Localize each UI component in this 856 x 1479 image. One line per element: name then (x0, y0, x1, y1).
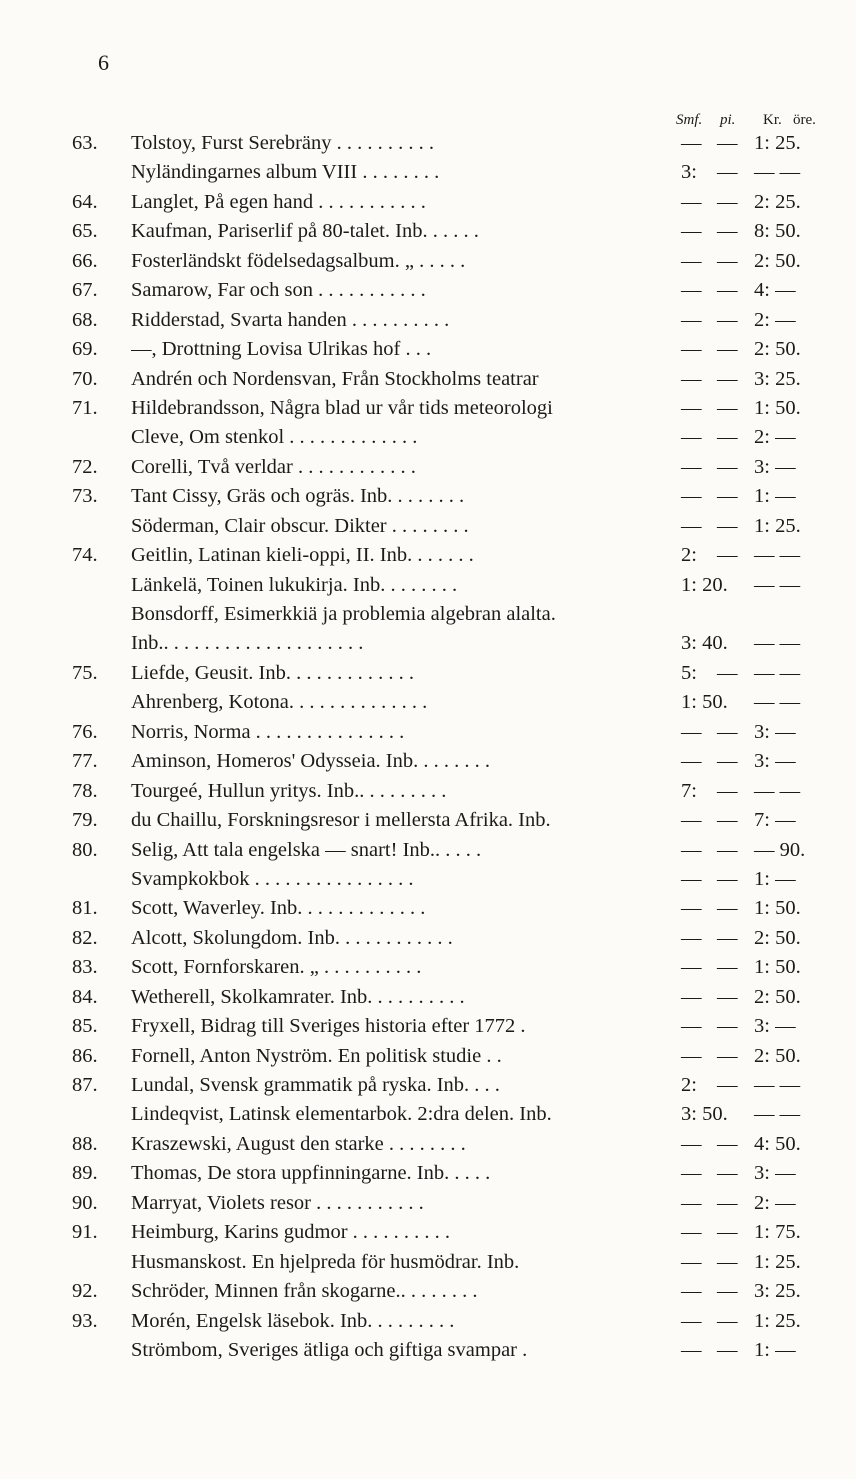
column-header-ore: öre. (793, 112, 816, 128)
price-column-3: 2: — (754, 308, 796, 331)
price-column-3: 1: 50. (754, 956, 801, 979)
price-column-3: 4: — (754, 279, 796, 302)
price-column-1: — (681, 455, 702, 478)
price-column-2: — (717, 338, 738, 361)
list-item (0, 1277, 856, 1306)
price-column-1: — (681, 897, 702, 920)
price-column-1: 5: (681, 661, 697, 684)
price-column-1: — (681, 1309, 702, 1332)
price-column-3: 1: — (754, 867, 796, 890)
entry-title: Fornell, Anton Nyström. En politisk studie . . (131, 1044, 502, 1067)
price-column-1: — (681, 1044, 702, 1067)
entry-number: 83. (72, 956, 98, 979)
list-item (0, 747, 856, 776)
price-column-3: — — (754, 691, 801, 714)
entry-title: Tourgeé, Hullun yritys. Inb.. . . . . . . . . (131, 779, 447, 802)
entry-title: Scott, Waverley. Inb. . . . . . . . . . . . . (131, 897, 426, 920)
entry-title: Morén, Engelsk läsebok. Inb. . . . . . . . . (131, 1309, 455, 1332)
entry-list (0, 129, 856, 1365)
list-item (0, 335, 856, 364)
price-column-3: 3: — (754, 455, 796, 478)
price-column-1: — (681, 720, 702, 743)
entry-title: Länkelä, Toinen lukukirja. Inb. . . . . . . . (131, 573, 458, 596)
entry-title: Marryat, Violets resor . . . . . . . . . . . (131, 1191, 424, 1214)
entry-title: Thomas, De stora uppfinningarne. Inb. . . . . (131, 1162, 491, 1185)
price-column-3: 3: — (754, 1015, 796, 1038)
list-item (0, 865, 856, 894)
price-column-3: 2: 50. (754, 926, 801, 949)
entry-number: 88. (72, 1132, 98, 1155)
list-item (0, 983, 856, 1012)
price-column-3: 2: 25. (754, 190, 801, 213)
list-item (0, 1248, 856, 1277)
price-column-2: — (717, 279, 738, 302)
price-column-2: — (717, 926, 738, 949)
price-column-3: — — (754, 779, 801, 802)
price-column-1: 7: (681, 779, 697, 802)
entry-title: Tolstoy, Furst Serebräny . . . . . . . . . . (131, 132, 435, 154)
price-column-1: — (681, 838, 702, 861)
price-column-1: — (681, 926, 702, 949)
price-column-3: 1: 25. (754, 132, 801, 154)
price-column-2: — (717, 190, 738, 213)
price-column-3: 2: — (754, 426, 796, 449)
price-column-1: 3: (681, 161, 697, 184)
list-item (0, 276, 856, 305)
entry-number: 65. (72, 220, 98, 243)
list-item (0, 247, 856, 276)
price-column-3: 2: 50. (754, 338, 801, 361)
entry-title: Liefde, Geusit. Inb. . . . . . . . . . . . . (131, 661, 414, 684)
entry-title: Kaufman, Pariserlif på 80-talet. Inb. . . . . . (131, 220, 479, 243)
list-item (0, 777, 856, 806)
entry-number: 72. (72, 455, 98, 478)
price-column-2: — (717, 1280, 738, 1303)
entry-number: 64. (72, 190, 98, 213)
price-column-3: 1: 25. (754, 1250, 801, 1273)
price-column-1: — (681, 279, 702, 302)
price-column-2: — (717, 514, 738, 537)
price-column-1: — (681, 132, 702, 154)
price-column-3: 1: — (754, 485, 796, 508)
entry-title: Aminson, Homeros' Odysseia. Inb. . . . . . . . (131, 750, 491, 773)
entry-title: Heimburg, Karins gudmor . . . . . . . . . . (131, 1221, 451, 1244)
price-column-2: — (717, 1250, 738, 1273)
price-column-2: — (717, 897, 738, 920)
list-item (0, 453, 856, 482)
price-column-2: — (717, 985, 738, 1008)
entry-title: Geitlin, Latinan kieli-oppi, II. Inb. . . . . . . (131, 544, 474, 567)
price-column-3: 4: 50. (754, 1132, 801, 1155)
entry-title: Lundal, Svensk grammatik på ryska. Inb. . . . (131, 1074, 500, 1096)
price-column-3: — — (754, 544, 801, 567)
entry-number: 76. (72, 720, 98, 743)
price-column-3: 2: 50. (754, 985, 801, 1008)
price-column-2: — (717, 455, 738, 478)
price-column-1: — (681, 1221, 702, 1244)
list-item (0, 512, 856, 541)
entry-number: 78. (72, 779, 98, 802)
entry-number: 85. (72, 1015, 98, 1038)
price-column-1: — (681, 514, 702, 537)
entry-title: Hildebrandsson, Några blad ur vår tids meteorologi (131, 396, 553, 419)
entry-number: 77. (72, 750, 98, 773)
list-item (0, 1071, 856, 1100)
entry-title: du Chaillu, Forskningsresor i mellersta Afrika. Inb. (131, 809, 551, 832)
price-column-3: — — (754, 161, 801, 184)
entry-number: 73. (72, 485, 98, 508)
list-item (0, 1159, 856, 1188)
price-column-2: — (717, 867, 738, 890)
entry-title: Fryxell, Bidrag till Sveriges historia efter 1772 . (131, 1015, 526, 1038)
price-column-1: — (681, 1280, 702, 1303)
list-item (0, 894, 856, 923)
column-header-kr: Kr. (763, 112, 782, 128)
entry-title: Strömbom, Sveriges ätliga och giftiga svampar . (131, 1338, 528, 1361)
price-column-1: — (681, 985, 702, 1008)
entry-number: 79. (72, 809, 98, 832)
list-item (0, 365, 856, 394)
entry-number: 91. (72, 1221, 98, 1244)
entry-title: Andrén och Nordensvan, Från Stockholms teatrar (131, 367, 539, 390)
list-item (0, 158, 856, 187)
price-column-3: 3: 25. (754, 1280, 801, 1303)
price-column-1: — (681, 809, 702, 832)
price-column-3: — — (754, 1103, 801, 1126)
entry-title: Bonsdorff, Esimerkkiä ja problemia algebran alalta. (131, 603, 556, 625)
price-column-3: 3: — (754, 1162, 796, 1185)
price-column-2: — (717, 249, 738, 272)
list-item (0, 1307, 856, 1336)
entry-title: Norris, Norma . . . . . . . . . . . . . . . (131, 720, 405, 743)
price-column-3: 1: 50. (754, 396, 801, 419)
price-column-2: — (717, 1338, 738, 1361)
entry-title: Fosterländskt födelsedagsalbum. „ . . . . . (131, 249, 466, 272)
price-column-3: — — (754, 661, 801, 684)
price-column-1: — (681, 220, 702, 243)
list-item (0, 1012, 856, 1041)
price-column-2: — (717, 1074, 738, 1096)
entry-title: Husmanskost. En hjelpreda för husmödrar. Inb. (131, 1250, 520, 1273)
price-column-2: — (717, 1191, 738, 1214)
price-column-1: — (681, 1132, 702, 1155)
column-header-pi: pi. (720, 112, 736, 128)
price-column-3: 2: — (754, 1191, 796, 1214)
entry-title: Söderman, Clair obscur. Dikter . . . . . . . . (131, 514, 469, 537)
price-column-1: — (681, 1338, 702, 1361)
price-column-1: 3: 50. (681, 1103, 728, 1126)
list-item (0, 718, 856, 747)
entry-title: Tant Cissy, Gräs och ogräs. Inb. . . . . . . . (131, 485, 465, 508)
price-column-2: — (717, 426, 738, 449)
price-column-1: — (681, 426, 702, 449)
price-column-1: 2: (681, 1074, 697, 1096)
price-column-1: — (681, 1015, 702, 1038)
price-column-1: — (681, 249, 702, 272)
price-column-3: 7: — (754, 809, 796, 832)
list-item (0, 688, 856, 717)
price-column-1: 1: 20. (681, 573, 728, 596)
column-header-smf: Smf. (676, 112, 703, 128)
entry-title: Alcott, Skolungdom. Inb. . . . . . . . . . . . (131, 926, 453, 949)
entry-number: 84. (72, 985, 98, 1008)
entry-title: Wetherell, Skolkamrater. Inb. . . . . . . . . . (131, 985, 465, 1008)
entry-number: 92. (72, 1280, 98, 1303)
price-column-3: 1: 75. (754, 1221, 801, 1244)
price-column-1: — (681, 308, 702, 331)
list-item (0, 953, 856, 982)
price-column-2: — (717, 661, 738, 684)
list-item (0, 600, 856, 629)
price-column-3: — — (754, 573, 801, 596)
entry-number: 68. (72, 308, 98, 331)
entry-title: Corelli, Två verldar . . . . . . . . . . . . (131, 455, 416, 478)
list-item (0, 924, 856, 953)
price-column-2: — (717, 485, 738, 508)
price-column-1: — (681, 338, 702, 361)
entry-title: Samarow, Far och son . . . . . . . . . . . (131, 279, 426, 302)
entry-number: 81. (72, 897, 98, 920)
price-column-1: — (681, 1250, 702, 1273)
entry-number: 69. (72, 338, 98, 361)
entry-title: Schröder, Minnen från skogarne.. . . . . . . . (131, 1280, 478, 1303)
list-item (0, 1336, 856, 1365)
list-item (0, 629, 856, 658)
list-item (0, 188, 856, 217)
price-column-2: — (717, 1132, 738, 1155)
price-column-3: 3: — (754, 720, 796, 743)
price-column-3: 2: 50. (754, 249, 801, 272)
entry-title: Inb.. . . . . . . . . . . . . . . . . . . . (131, 632, 364, 655)
price-column-2: — (717, 1162, 738, 1185)
entry-number: 74. (72, 544, 98, 567)
price-column-2: — (717, 1221, 738, 1244)
entry-number: 66. (72, 249, 98, 272)
entry-number: 93. (72, 1309, 98, 1332)
entry-title: —, Drottning Lovisa Ulrikas hof . . . (131, 338, 432, 361)
price-column-2: — (717, 779, 738, 802)
list-item (0, 1218, 856, 1247)
list-item (0, 306, 856, 335)
list-item (0, 423, 856, 452)
list-item (0, 1042, 856, 1071)
entry-title: Ahrenberg, Kotona. . . . . . . . . . . . . . (131, 691, 428, 714)
entry-title: Svampkokbok . . . . . . . . . . . . . . . . (131, 867, 414, 890)
entry-number: 75. (72, 661, 98, 684)
price-column-1: — (681, 396, 702, 419)
price-column-2: — (717, 161, 738, 184)
list-item (0, 482, 856, 511)
price-column-1: — (681, 190, 702, 213)
price-column-1: — (681, 367, 702, 390)
price-column-3: — — (754, 1074, 801, 1096)
entry-number: 89. (72, 1162, 98, 1185)
price-column-3: 2: 50. (754, 1044, 801, 1067)
list-item (0, 1100, 856, 1129)
entry-number: 90. (72, 1191, 98, 1214)
price-column-2: — (717, 132, 738, 154)
entry-number: 67. (72, 279, 98, 302)
entry-number: 87. (72, 1074, 98, 1096)
entry-number: 80. (72, 838, 98, 861)
price-column-1: 1: 50. (681, 691, 728, 714)
entry-title: Langlet, På egen hand . . . . . . . . . . . (131, 190, 426, 213)
price-column-1: 2: (681, 544, 697, 567)
price-column-2: — (717, 1044, 738, 1067)
price-column-2: — (717, 1309, 738, 1332)
price-column-2: — (717, 544, 738, 567)
price-column-3: — — (754, 632, 801, 655)
price-column-2: — (717, 750, 738, 773)
list-item (0, 217, 856, 246)
price-column-2: — (717, 367, 738, 390)
price-column-1: — (681, 485, 702, 508)
list-item (0, 806, 856, 835)
list-item (0, 394, 856, 423)
price-column-1: — (681, 750, 702, 773)
entry-number: 82. (72, 926, 98, 949)
price-column-1: — (681, 867, 702, 890)
price-column-3: 1: 25. (754, 514, 801, 537)
price-column-3: 8: 50. (754, 220, 801, 243)
price-column-1: — (681, 1162, 702, 1185)
price-column-2: — (717, 308, 738, 331)
list-item (0, 129, 856, 158)
entry-title: Kraszewski, August den starke . . . . . . . . (131, 1132, 466, 1155)
entry-title: Selig, Att tala engelska — snart! Inb.. . . . . (131, 838, 482, 861)
price-column-1: — (681, 956, 702, 979)
page-number: 6 (98, 50, 109, 75)
price-column-1: 3: 40. (681, 632, 728, 655)
price-column-2: — (717, 1015, 738, 1038)
entry-number: 70. (72, 367, 98, 390)
price-column-1: — (681, 1191, 702, 1214)
price-column-3: 1: 25. (754, 1309, 801, 1332)
price-column-2: — (717, 220, 738, 243)
entry-number: 71. (72, 396, 98, 419)
entry-number: 63. (72, 132, 98, 154)
price-column-3: 3: 25. (754, 367, 801, 390)
entry-title: Scott, Fornforskaren. „ . . . . . . . . . . (131, 956, 422, 979)
price-column-2: — (717, 396, 738, 419)
price-column-3: 3: — (754, 750, 796, 773)
list-item (0, 541, 856, 570)
price-column-2: — (717, 720, 738, 743)
list-item (0, 836, 856, 865)
price-column-3: 1: — (754, 1338, 796, 1361)
list-item (0, 1189, 856, 1218)
price-column-2: — (717, 809, 738, 832)
entry-title: Lindeqvist, Latinsk elementarbok. 2:dra delen. Inb. (131, 1103, 552, 1126)
list-item (0, 659, 856, 688)
price-column-2: — (717, 838, 738, 861)
entry-number: 86. (72, 1044, 98, 1067)
price-column-2: — (717, 956, 738, 979)
list-item (0, 1130, 856, 1159)
entry-title: Cleve, Om stenkol . . . . . . . . . . . . . (131, 426, 418, 449)
price-column-3: 1: 50. (754, 897, 801, 920)
price-column-3: — 90. (754, 838, 806, 861)
entry-title: Ridderstad, Svarta handen . . . . . . . . . . (131, 308, 450, 331)
entry-title: Nyländingarnes album VIII . . . . . . . . (131, 161, 440, 184)
list-item (0, 571, 856, 600)
